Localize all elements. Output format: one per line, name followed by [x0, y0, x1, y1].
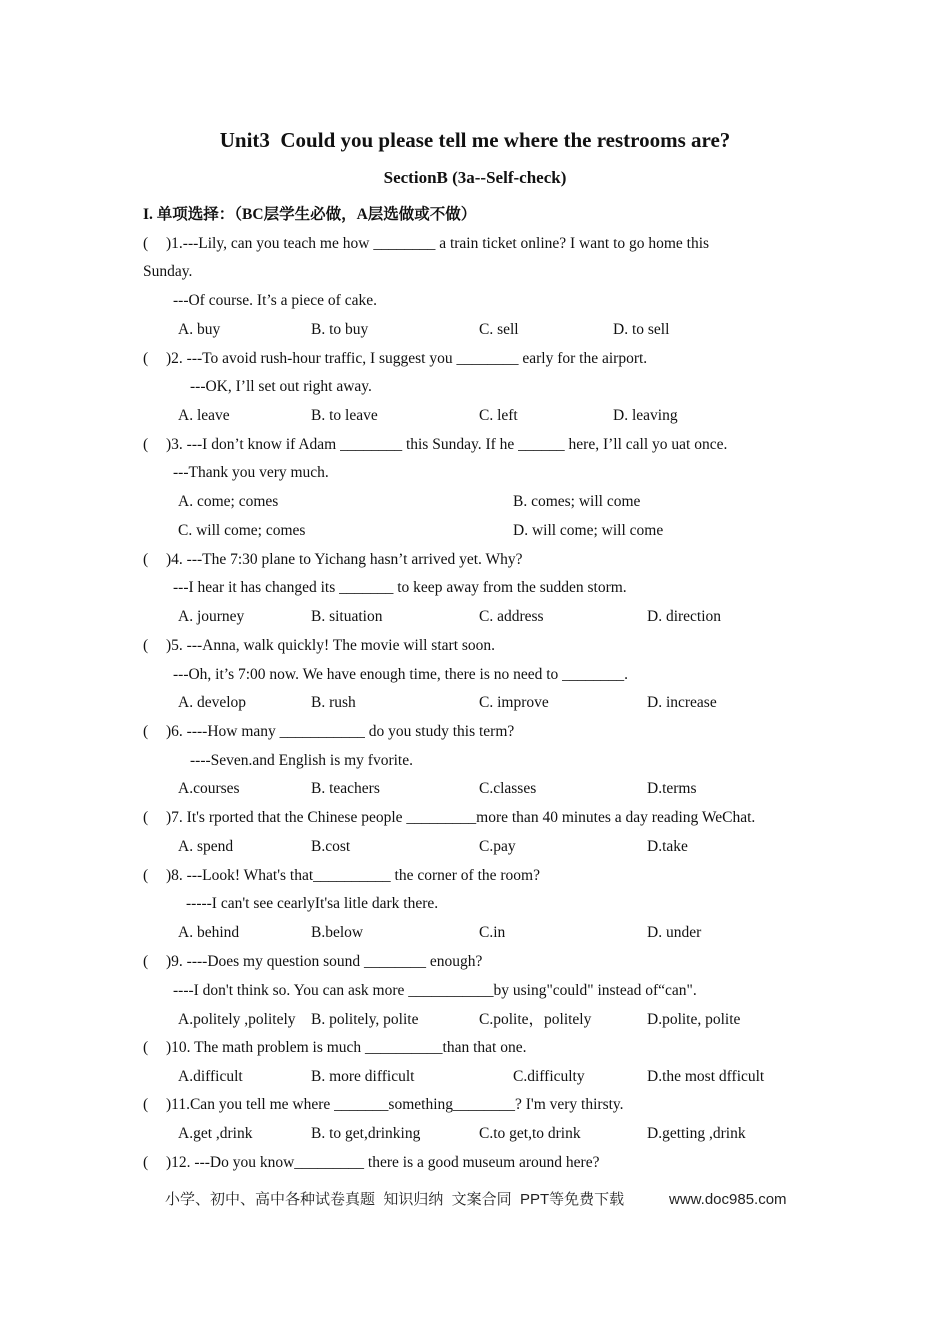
- question-11-option-c: C.to get,to drink: [479, 1125, 581, 1142]
- question-1-option-b: B. to buy: [311, 321, 369, 338]
- answer-bracket-open: (: [143, 1039, 149, 1056]
- question-4-reply: ---I hear it has changed its _______ to keep away from the sudden storm.: [173, 579, 627, 596]
- answer-bracket-open: (: [143, 436, 149, 453]
- question-9-option-d: D.polite, polite: [647, 1011, 741, 1028]
- footer-text: 小学、初中、高中各种试卷真题 知识归纳 文案合同 PPT等免费下载: [165, 1191, 625, 1208]
- question-8-options: [0, 923, 950, 943]
- answer-bracket-open: (: [143, 723, 149, 740]
- question-text: 6. ----How many ___________ do you study this term?: [171, 723, 515, 740]
- question-4-options: [0, 607, 950, 627]
- answer-bracket-close: ): [166, 350, 172, 367]
- question-text: 9. ----Does my question sound ________ enough?: [171, 953, 483, 970]
- question-7-options: [0, 837, 950, 857]
- answer-bracket-open: (: [143, 235, 149, 252]
- question-9-option-a: A.politely ,politely: [178, 1011, 296, 1028]
- question-6-stem: [143, 722, 514, 742]
- question-1-stem-continued: Sunday.: [143, 263, 193, 280]
- question-1-option-a: A. buy: [178, 321, 221, 338]
- question-2-option-c: C. left: [479, 407, 518, 424]
- question-7-option-b: B.cost: [311, 838, 351, 855]
- question-text: 4. ---The 7:30 plane to Yichang hasn’t arrived yet. Why?: [171, 551, 523, 568]
- question-8-option-d: D. under: [647, 924, 702, 941]
- answer-bracket-close: ): [166, 1039, 172, 1056]
- question-4-option-d: D. direction: [647, 608, 722, 625]
- question-4-stem: [143, 550, 523, 570]
- question-5-stem: [143, 636, 495, 656]
- question-3-option-d: D. will come; will come: [513, 522, 664, 539]
- question-3-option-c: C. will come; comes: [178, 522, 306, 539]
- question-5-option-d: D. increase: [647, 694, 717, 711]
- page-title: Unit3 Could you please tell me where the restrooms are?: [219, 128, 731, 152]
- question-9-reply: ----I don't think so. You can ask more ___________by using"could" instead of“can".: [173, 982, 697, 999]
- answer-bracket-open: (: [143, 1154, 149, 1171]
- question-text: 5. ---Anna, walk quickly! The movie will start soon.: [171, 637, 496, 654]
- question-1-options: [0, 320, 950, 340]
- question-2-options: [0, 406, 950, 426]
- question-2-reply: ---OK, I’ll set out right away.: [190, 378, 372, 395]
- question-text: 3. ---I don’t know if Adam ________ this Sunday. If he ______ here, I’ll call yo uat once.: [171, 436, 728, 453]
- question-8-option-b: B.below: [311, 924, 364, 941]
- question-9-stem: [143, 952, 482, 972]
- question-2-option-a: A. leave: [178, 407, 230, 424]
- answer-bracket-close: ): [166, 867, 172, 884]
- answer-bracket-open: (: [143, 953, 149, 970]
- question-8-option-c: C.in: [479, 924, 506, 941]
- question-10-option-c: C.difficulty: [513, 1068, 585, 1085]
- question-text: 10. The math problem is much __________than that one.: [171, 1039, 527, 1056]
- question-5-option-b: B. rush: [311, 694, 356, 711]
- question-11-option-d: D.getting ,drink: [647, 1125, 746, 1142]
- question-text: 2. ---To avoid rush-hour traffic, I suggest you ________ early for the airport.: [171, 350, 648, 367]
- answer-bracket-open: (: [143, 809, 149, 826]
- question-text: 12. ---Do you know_________ there is a good museum around here?: [171, 1154, 600, 1171]
- answer-bracket-close: ): [166, 436, 172, 453]
- answer-bracket-close: ): [166, 1154, 172, 1171]
- section-heading: I. 单项选择：（BC层学生必做，A层选做或不做）: [143, 206, 477, 223]
- question-7-option-c: C.pay: [479, 838, 516, 855]
- answer-bracket-close: ): [166, 551, 172, 568]
- question-2-stem: [143, 349, 647, 369]
- answer-bracket-close: ): [166, 723, 172, 740]
- answer-bracket-open: (: [143, 637, 149, 654]
- question-3-stem: [143, 435, 727, 455]
- question-3-options-row-1: [0, 492, 950, 512]
- question-3-reply: ---Thank you very much.: [173, 464, 329, 481]
- question-text: 1.---Lily, can you teach me how ________ a train ticket online? I want to go home this: [171, 235, 710, 252]
- answer-bracket-open: (: [143, 350, 149, 367]
- answer-bracket-close: ): [166, 235, 172, 252]
- question-8-reply: -----I can't see cearlyIt'sa litle dark there.: [186, 895, 439, 912]
- answer-bracket-open: (: [143, 867, 149, 884]
- question-10-options: [0, 1067, 950, 1087]
- question-1-stem: [143, 234, 709, 254]
- question-5-option-a: A. develop: [178, 694, 247, 711]
- section-subtitle: SectionB (3a--Self-check): [383, 168, 567, 187]
- question-9-option-c: C.polite，politely: [479, 1011, 592, 1028]
- question-4-option-a: A. journey: [178, 608, 245, 625]
- question-8-stem: [143, 866, 540, 886]
- question-3-options-row-2: [0, 521, 950, 541]
- question-9-option-b: B. politely, polite: [311, 1011, 419, 1028]
- question-5-options: [0, 693, 950, 713]
- answer-bracket-open: (: [143, 1096, 149, 1113]
- answer-bracket-close: ): [166, 809, 172, 826]
- question-11-options: [0, 1124, 950, 1144]
- question-text: 7. It's rported that the Chinese people _________more than 40 minutes a day reading WeChat.: [171, 809, 756, 826]
- question-6-option-b: B. teachers: [311, 780, 380, 797]
- answer-bracket-close: ): [166, 637, 172, 654]
- answer-bracket-close: ): [166, 953, 172, 970]
- question-text: 11.Can you tell me where _______something________? I'm very thirsty.: [171, 1096, 624, 1113]
- answer-bracket-open: (: [143, 551, 149, 568]
- answer-bracket-close: ): [166, 1096, 172, 1113]
- question-6-option-c: C.classes: [479, 780, 537, 797]
- question-7-stem: [143, 808, 755, 828]
- question-6-option-d: D.terms: [647, 780, 697, 797]
- question-5-option-c: C. improve: [479, 694, 549, 711]
- question-5-reply: ---Oh, it’s 7:00 now. We have enough time, there is no need to ________.: [173, 666, 629, 683]
- question-6-option-a: A.courses: [178, 780, 240, 797]
- question-11-option-b: B. to get,drinking: [311, 1125, 421, 1142]
- question-3-option-a: A. come; comes: [178, 493, 279, 510]
- question-6-options: [0, 779, 950, 799]
- question-8-option-a: A. behind: [178, 924, 240, 941]
- question-4-option-b: B. situation: [311, 608, 383, 625]
- question-10-option-a: A.difficult: [178, 1068, 243, 1085]
- question-2-option-d: D. leaving: [613, 407, 678, 424]
- question-3-option-b: B. comes; will come: [513, 493, 641, 510]
- question-7-option-d: D.take: [647, 838, 688, 855]
- question-10-option-d: D.the most dfficult: [647, 1068, 765, 1085]
- question-1-reply: ---Of course. It’s a piece of cake.: [173, 292, 377, 309]
- question-text: 8. ---Look! What's that__________ the corner of the room?: [171, 867, 540, 884]
- question-6-reply: ----Seven.and English is my fvorite.: [190, 752, 413, 769]
- question-2-option-b: B. to leave: [311, 407, 378, 424]
- question-9-options: [0, 1010, 950, 1030]
- question-1-option-d: D. to sell: [613, 321, 670, 338]
- question-10-stem: [143, 1038, 526, 1058]
- question-7-option-a: A. spend: [178, 838, 234, 855]
- question-11-stem: [143, 1095, 624, 1115]
- question-1-option-c: C. sell: [479, 321, 519, 338]
- question-11-option-a: A.get ,drink: [178, 1125, 253, 1142]
- question-10-option-b: B. more difficult: [311, 1068, 415, 1085]
- question-12-stem: [143, 1153, 599, 1173]
- question-4-option-c: C. address: [479, 608, 544, 625]
- footer-url: www.doc985.com: [669, 1191, 787, 1208]
